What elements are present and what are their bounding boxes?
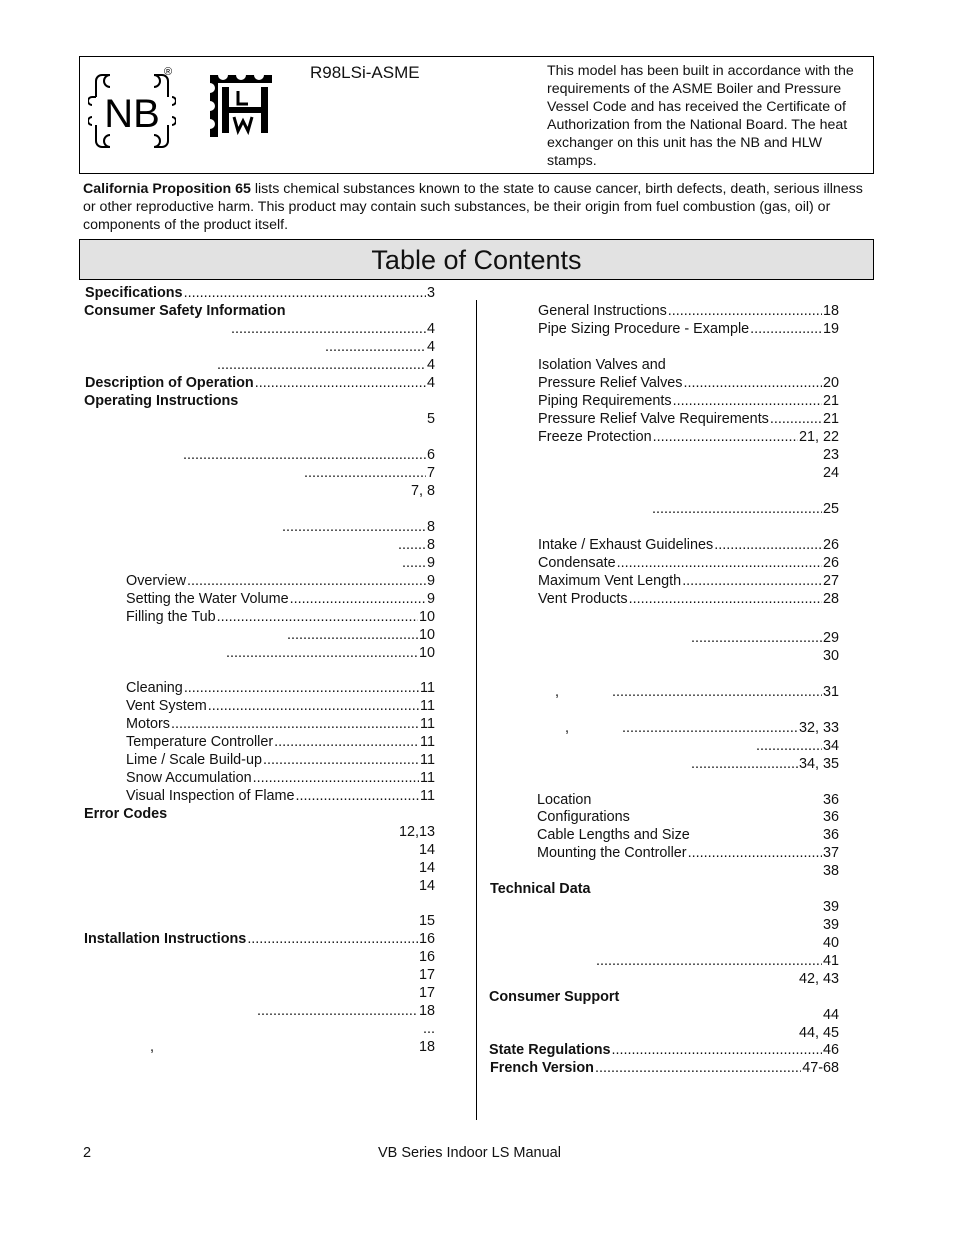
toc-entry-label: State Regulations	[489, 1042, 611, 1058]
toc-entry-page: 14	[418, 842, 435, 858]
toc-entry	[651, 500, 839, 518]
toc-entry-page: 14	[418, 860, 435, 876]
toc-entry-page: 47-68	[802, 1060, 839, 1076]
toc-entry	[84, 392, 435, 410]
toc-entry-page: 5	[426, 411, 435, 427]
toc-entry-page: 36	[822, 809, 839, 825]
toc-entry	[538, 536, 839, 554]
toc-entry	[400, 482, 435, 500]
toc-entry-page: 11	[420, 734, 435, 750]
toc-entry	[690, 755, 839, 773]
toc-entry	[126, 572, 435, 590]
dot-leader	[184, 284, 426, 302]
model-number: R98LSi-ASME	[310, 63, 420, 82]
toc-entry-page: 18	[822, 303, 839, 319]
dot-leader	[714, 536, 822, 554]
dot-leader	[612, 1041, 822, 1059]
toc-entry	[812, 446, 839, 464]
toc-entry-page: 23	[822, 447, 839, 463]
dot-leader	[595, 1059, 801, 1077]
dot-leader	[691, 629, 822, 647]
dot-leader	[750, 320, 822, 338]
dot-leader	[596, 952, 822, 970]
toc-entry-label: Filling the Tub	[126, 609, 216, 625]
toc-entry	[281, 518, 435, 536]
toc-entry	[538, 302, 839, 320]
toc-entry-page: 11	[420, 752, 435, 768]
svg-text:NB: NB	[104, 92, 160, 136]
certification-box	[79, 56, 874, 174]
toc-entry-page: 38	[822, 863, 839, 879]
toc-entry-page: 9	[426, 555, 435, 571]
toc-entry	[420, 410, 435, 428]
toc-entry-label: Visual Inspection of Flame	[126, 788, 295, 804]
toc-entry	[565, 719, 839, 737]
toc-entry-page: 6	[426, 447, 435, 463]
toc-entry-label: Piping Requirements	[538, 393, 672, 409]
toc-entry-label: Lime / Scale Build-up	[126, 752, 262, 768]
toc-entry	[538, 374, 839, 392]
toc-entry-page: 11	[420, 680, 435, 696]
toc-entry	[256, 1002, 435, 1020]
toc-entry-label: Installation Instructions	[84, 931, 247, 947]
toc-entry-page: 20	[822, 375, 839, 391]
toc-entry	[182, 446, 435, 464]
toc-entry	[538, 590, 839, 608]
toc-entry-label: Cable Lengths and Size	[537, 827, 690, 843]
toc-entry	[324, 338, 435, 356]
toc-entry	[303, 464, 435, 482]
toc-entry-page: 21, 22	[798, 429, 839, 445]
toc-entry-page: 10	[418, 609, 435, 625]
toc-entry-label: Snow Accumulation	[126, 770, 252, 786]
toc-entry-page: 44	[822, 1007, 839, 1023]
dot-leader	[622, 719, 798, 737]
toc-entry	[490, 880, 839, 898]
dot-leader	[325, 338, 426, 356]
toc-entry-page: 42, 43	[798, 971, 839, 987]
toc-entry	[410, 966, 435, 984]
toc-entry	[397, 536, 435, 554]
toc-entry-page: 31	[822, 684, 839, 700]
toc-entry-page: 46	[822, 1042, 839, 1058]
dot-leader	[184, 679, 419, 697]
toc-entry-label: Vent Products	[538, 591, 628, 607]
toc-entry-page: 8	[426, 519, 435, 535]
toc-entry-label: Description of Operation	[85, 375, 254, 391]
toc-entry-page: 9	[426, 591, 435, 607]
toc-entry	[84, 805, 435, 823]
toc-entry-label: Pressure Relief Valves	[538, 375, 683, 391]
toc-entry	[538, 410, 839, 428]
toc-entry	[126, 787, 435, 805]
toc-entry	[812, 916, 839, 934]
toc-entry	[286, 626, 435, 644]
toc-entry-page: 41	[822, 953, 839, 969]
toc-entry	[489, 1041, 839, 1059]
toc-entry-page: 18	[418, 1003, 435, 1019]
toc-entry-page: 8	[426, 537, 435, 553]
toc-entry-label: ,	[555, 684, 559, 700]
toc-entry	[538, 572, 839, 590]
toc-entry	[812, 1006, 839, 1024]
dot-leader	[257, 1002, 418, 1020]
toc-entry-page: 10	[418, 627, 435, 643]
toc-entry	[410, 841, 435, 859]
toc-entry	[126, 715, 435, 733]
toc-entry	[126, 751, 435, 769]
toc-entry	[537, 791, 839, 809]
toc-entry-page: 9	[426, 573, 435, 589]
toc-entry-page: 30	[822, 648, 839, 664]
toc-entry-label: Mounting the Controller	[537, 845, 687, 861]
toc-entry	[790, 970, 839, 988]
dot-leader	[402, 554, 426, 572]
toc-entry-page: 27	[822, 573, 839, 589]
toc-entry-label: Condensate	[538, 555, 616, 571]
toc-entry-label: Error Codes	[84, 806, 168, 822]
dot-leader	[304, 464, 426, 482]
dot-leader	[668, 302, 822, 320]
toc-entry	[812, 647, 839, 665]
toc-entry-page: ...	[423, 1021, 435, 1037]
manual-title: VB Series Indoor LS Manual	[378, 1145, 561, 1161]
hlw-stamp-logo	[202, 67, 288, 153]
toc-entry	[126, 697, 435, 715]
toc-entry	[537, 808, 839, 826]
toc-entry-label: ,	[565, 720, 569, 736]
toc-entry-label: Specifications	[85, 285, 183, 301]
toc-entry-label: Maximum Vent Length	[538, 573, 682, 589]
toc-entry-page: 21	[822, 393, 839, 409]
toc-entry-page: 17	[418, 985, 435, 1001]
dot-leader	[187, 572, 426, 590]
column-divider	[476, 300, 477, 1120]
dot-leader	[770, 410, 822, 428]
toc-entry	[410, 912, 435, 930]
toc-title: Table of Contents	[79, 239, 874, 280]
dot-leader	[171, 715, 419, 733]
dot-leader	[612, 683, 822, 701]
toc-entry	[126, 590, 435, 608]
toc-entry-page: 10	[418, 645, 435, 661]
page-number: 2	[83, 1145, 92, 1161]
toc-entry	[812, 934, 839, 952]
dot-leader	[231, 320, 426, 338]
dot-leader	[253, 769, 419, 787]
toc-entry-label: Location	[537, 792, 592, 808]
toc-entry	[84, 302, 435, 320]
toc-entry-label: Isolation Valves and	[538, 357, 666, 373]
toc-entry-page: 29	[822, 630, 839, 646]
toc-entry	[401, 554, 435, 572]
toc-entry	[812, 898, 839, 916]
toc-entry-page: 4	[426, 321, 435, 337]
toc-entry-label: Pressure Relief Valve Requirements	[538, 411, 769, 427]
toc-entry-page: 14	[418, 878, 435, 894]
dot-leader	[287, 626, 418, 644]
toc-entry-label: Vent System	[126, 698, 207, 714]
toc-entry-page: 44, 45	[798, 1025, 839, 1041]
toc-entry-label: ,	[150, 1039, 154, 1055]
dot-leader	[296, 787, 420, 805]
toc-entry	[225, 644, 435, 662]
toc-entry-label: General Instructions	[538, 303, 667, 319]
toc-entry-page: 17	[418, 967, 435, 983]
toc-entry-label: Operating Instructions	[84, 393, 239, 409]
dot-leader	[183, 446, 426, 464]
toc-entry-page: 37	[822, 845, 839, 861]
toc-entry-label: French Version	[490, 1060, 594, 1076]
toc-entry-page: 16	[418, 949, 435, 965]
toc-entry	[126, 769, 435, 787]
toc-entry-page: 26	[822, 555, 839, 571]
dot-leader	[682, 572, 822, 590]
dot-leader	[673, 392, 822, 410]
prop65-text: lists chemical substances known to the state to cause cancer, birth defects, death, serious illness or other reproductive harm. This product may contain such substances, be their origin from fuel combustion (gas, oil) or components of the product itself.	[83, 181, 863, 233]
toc-entry-page: 21	[822, 411, 839, 427]
toc-entry-label: Temperature Controller	[126, 734, 274, 750]
toc-entry-page: 15	[418, 913, 435, 929]
toc-entry	[595, 952, 839, 970]
toc-entry	[410, 877, 435, 895]
dot-leader	[398, 536, 426, 554]
toc-entry-page: 7, 8	[410, 483, 435, 499]
dot-leader	[282, 518, 426, 536]
dot-leader	[274, 733, 419, 751]
toc-entry	[812, 862, 839, 880]
toc-entry-page: 26	[822, 537, 839, 553]
toc-entry	[755, 737, 839, 755]
dot-leader	[684, 374, 822, 392]
toc-entry-page: 11	[420, 788, 435, 804]
toc-entry-label: Motors	[126, 716, 170, 732]
toc-entry-label: Consumer Safety Information	[84, 303, 286, 319]
toc-entry-page: 24	[822, 465, 839, 481]
toc-entry-label: Consumer Support	[489, 989, 620, 1005]
toc-entry-label: Freeze Protection	[538, 429, 652, 445]
toc-entry	[538, 392, 839, 410]
dot-leader	[217, 608, 418, 626]
toc-entry-label: Overview	[126, 573, 186, 589]
toc-entry	[126, 733, 435, 751]
toc-entry-page: 32, 33	[798, 720, 839, 736]
toc-entry	[230, 320, 435, 338]
dot-leader	[756, 737, 822, 755]
prop65-notice	[83, 180, 873, 234]
toc-entry-label: Technical Data	[490, 881, 591, 897]
toc-entry-page: 39	[822, 917, 839, 933]
toc-entry	[410, 984, 435, 1002]
toc-entry-page: 7	[426, 465, 435, 481]
toc-entry	[85, 374, 435, 392]
toc-entry-page: 4	[426, 339, 435, 355]
toc-entry	[537, 844, 839, 862]
dot-leader	[688, 844, 822, 862]
toc-entry-page: 39	[822, 899, 839, 915]
toc-entry	[216, 356, 435, 374]
toc-entry	[555, 683, 839, 701]
dot-leader	[652, 500, 822, 518]
toc-entry	[150, 1038, 435, 1056]
dot-leader	[290, 590, 426, 608]
toc-entry	[85, 284, 435, 302]
dot-leader	[247, 930, 418, 948]
dot-leader	[226, 644, 418, 662]
dot-leader	[629, 590, 822, 608]
dot-leader	[217, 356, 426, 374]
toc-entry	[537, 826, 839, 844]
toc-entry-label: Cleaning	[126, 680, 183, 696]
certification-text: This model has been built in accordance with the requirements of the ASME Boiler and Pressure Vessel Code and has received the Certificate of Authorization from the National Board. The heat exchanger on this unit has the NB and HLW stamps.	[547, 63, 854, 169]
toc-entry-page: 11	[420, 716, 435, 732]
toc-entry	[490, 1059, 839, 1077]
toc-entry-page: 36	[822, 827, 839, 843]
toc-entry-page: 19	[822, 321, 839, 337]
toc-entry-label: Pipe Sizing Procedure - Example	[538, 321, 750, 337]
prop65-title: California Proposition 65	[83, 181, 251, 197]
toc-entry	[538, 356, 839, 374]
svg-text:®: ®	[163, 67, 173, 78]
dot-leader	[263, 751, 419, 769]
toc-entry	[126, 679, 435, 697]
toc-entry	[410, 948, 435, 966]
toc-entry-page: 11	[420, 770, 435, 786]
dot-leader	[653, 428, 798, 446]
toc-entry-page: 34, 35	[798, 756, 839, 772]
toc-entry-label: Intake / Exhaust Guidelines	[538, 537, 714, 553]
dot-leader	[691, 755, 798, 773]
toc-entry-page: 34	[822, 738, 839, 754]
toc-entry	[390, 823, 435, 841]
toc-entry	[489, 988, 839, 1006]
nb-stamp-logo	[88, 67, 176, 155]
toc-entry-page: 40	[822, 935, 839, 951]
toc-entry-page: 36	[822, 792, 839, 808]
toc-entry-page: 3	[426, 285, 435, 301]
toc-entry	[538, 320, 839, 338]
toc-entry	[790, 1024, 839, 1042]
toc-entry	[410, 859, 435, 877]
toc-entry-page: 16	[418, 931, 435, 947]
toc-entry-page: 18	[418, 1039, 435, 1055]
dot-leader	[617, 554, 822, 572]
dot-leader	[255, 374, 426, 392]
toc-entry-page: 25	[822, 501, 839, 517]
toc-entry-page: 28	[822, 591, 839, 607]
toc-entry	[690, 629, 839, 647]
toc-entry	[538, 428, 839, 446]
toc-entry	[812, 464, 839, 482]
toc-entry	[84, 930, 435, 948]
toc-entry-page: 12,13	[398, 824, 435, 840]
toc-entry-page: 4	[426, 357, 435, 373]
dot-leader	[208, 697, 419, 715]
toc-entry	[418, 1020, 435, 1038]
toc-entry-label: Configurations	[537, 809, 630, 825]
toc-entry-page: 4	[426, 375, 435, 391]
toc-entry-page: 11	[420, 698, 435, 714]
toc-entry	[538, 554, 839, 572]
toc-entry-label: Setting the Water Volume	[126, 591, 289, 607]
toc-entry	[126, 608, 435, 626]
